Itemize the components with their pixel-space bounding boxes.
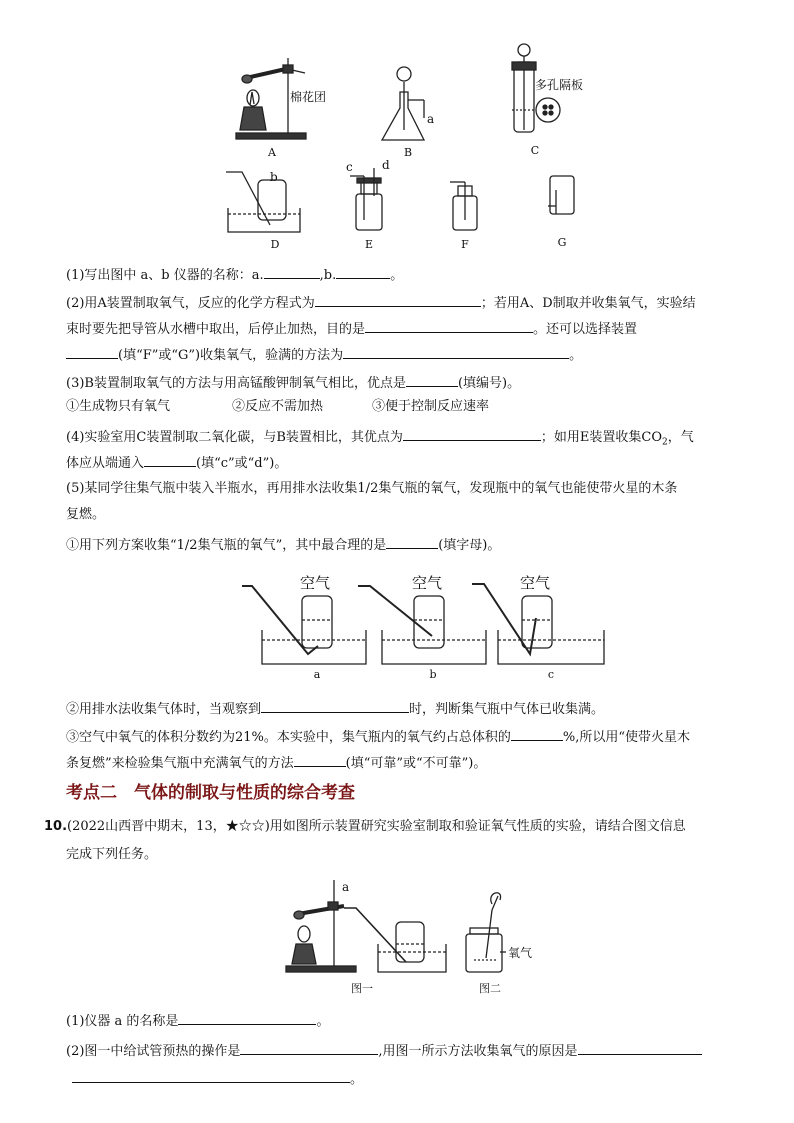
question-5-line-1: (5)某同学往集气瓶中装入半瓶水，再用排水法收集1/2集气瓶的氧气，发现瓶中的氧气也能使带火星的木条 [66, 481, 678, 496]
caption-E: E [364, 238, 374, 251]
caption-A: A [268, 146, 276, 159]
question-10-sub-2-cont: 。 [72, 1068, 363, 1089]
question-3: (3)B装置制取氧气的方法与用高锰酸钾制氧气相比，优点是 (填编号)。 [66, 372, 520, 393]
air-label-c: 空气 [520, 574, 551, 592]
air-label-b: 空气 [412, 574, 443, 592]
label-c: c [346, 160, 353, 174]
caption-fig1: 图一 [351, 982, 373, 995]
question-10-line-1: 10.(2022山西晋中期末，13，★☆☆)用如图所示装置研究实验室制取和验证氧气性质的实验，请结合图文信息 [44, 819, 686, 834]
answer-blank-instrument[interactable] [178, 1010, 316, 1025]
answer-blank-c-advantage[interactable] [403, 426, 541, 441]
question-10-line-2: 完成下列任务。 [66, 847, 158, 862]
label-d: d [382, 158, 390, 172]
label-porous: 多孔隔板 [535, 78, 584, 92]
caption-F: F [461, 238, 469, 251]
question-5-c-line-2: 条复燃”来检验集气瓶中充满氧气的方法 (填“可靠”或“不可靠”)。 [66, 752, 486, 773]
question-5-c-line-1: ③空气中氧气的体积分数约为21%。本实验中，集气瓶内的氧气约占总体积的 %,所以用“使带火星木 [66, 726, 690, 747]
answer-blank-port[interactable] [144, 452, 196, 467]
question-4-line-1: (4)实验室用C装置制取二氧化碳，与B装置相比，其优点为 ；如用E装置收集$CO_2$，气 [66, 426, 694, 452]
scheme-label-a: a [313, 668, 321, 681]
answer-blank-observe[interactable] [261, 698, 409, 713]
caption-C: C [530, 144, 540, 157]
label-b: b [270, 170, 278, 184]
question-4-line-2: 体应从端通入 (填“c”或“d”)。 [66, 452, 287, 473]
section-heading: 考点二 气体的制取与性质的综合考查 [66, 783, 355, 803]
question-5-a: ①用下列方案收集“1/2集气瓶的氧气”，其中最合理的是 (填字母)。 [66, 534, 500, 555]
caption-D: D [270, 238, 280, 251]
question-2-line-3: (填“F”或“G”)收集氧气，验满的方法为 。 [66, 344, 582, 365]
air-label-a: 空气 [300, 574, 331, 592]
question-10-sub-1: (1)仪器 a 的名称是 。 [66, 1010, 329, 1031]
answer-blank-b[interactable] [336, 264, 390, 279]
label-oxygen: 氧气 [508, 946, 533, 960]
answer-blank-preheat[interactable] [240, 1040, 378, 1055]
answer-blank-device[interactable] [66, 344, 118, 359]
question-3-options: ①生成物只有氧气 ②反应不需加热 ③便于控制反应速率 [66, 399, 490, 414]
question-1: (1)写出图中 a、b 仪器的名称：a. ,b. 。 [66, 264, 403, 285]
scheme-label-b: b [429, 668, 437, 681]
answer-blank-equation[interactable] [315, 292, 481, 307]
answer-blank-reason[interactable] [578, 1040, 702, 1055]
answer-blank-purpose[interactable] [365, 318, 533, 333]
apparatus-figure-1 [0, 0, 794, 260]
answer-blank-reliable[interactable] [294, 752, 346, 767]
question-10-sub-2: (2)图一中给试管预热的操作是 ,用图一所示方法收集氧气的原因是 [66, 1040, 702, 1061]
answer-blank-reason-cont[interactable] [72, 1068, 350, 1083]
question-5-line-2: 复燃。 [66, 507, 106, 522]
caption-fig2: 图二 [479, 982, 501, 995]
question-2-line-1: (2)用A装置制取氧气，反应的化学方程式为 ；若用A、D制取并收集氧气，实验结 [66, 292, 696, 313]
label-a: a [427, 112, 435, 126]
question-5-b: ②用排水法收集气体时，当观察到 时，判断集气瓶中气体已收集满。 [66, 698, 604, 719]
label-cotton: 棉花团 [290, 90, 327, 104]
question-2-line-2: 束时要先把导管从水槽中取出，后停止加热，目的是 。还可以选择装置 [66, 318, 637, 339]
fig3-label-a: a [342, 880, 350, 894]
answer-blank-fraction[interactable] [511, 726, 563, 741]
answer-blank-verify[interactable] [343, 344, 569, 359]
answer-blank-scheme[interactable] [386, 534, 438, 549]
answer-blank-advantage[interactable] [406, 372, 458, 387]
caption-B: B [403, 146, 413, 159]
scheme-label-c: c [547, 668, 555, 681]
answer-blank-a[interactable] [264, 264, 320, 279]
caption-G: G [557, 236, 567, 249]
